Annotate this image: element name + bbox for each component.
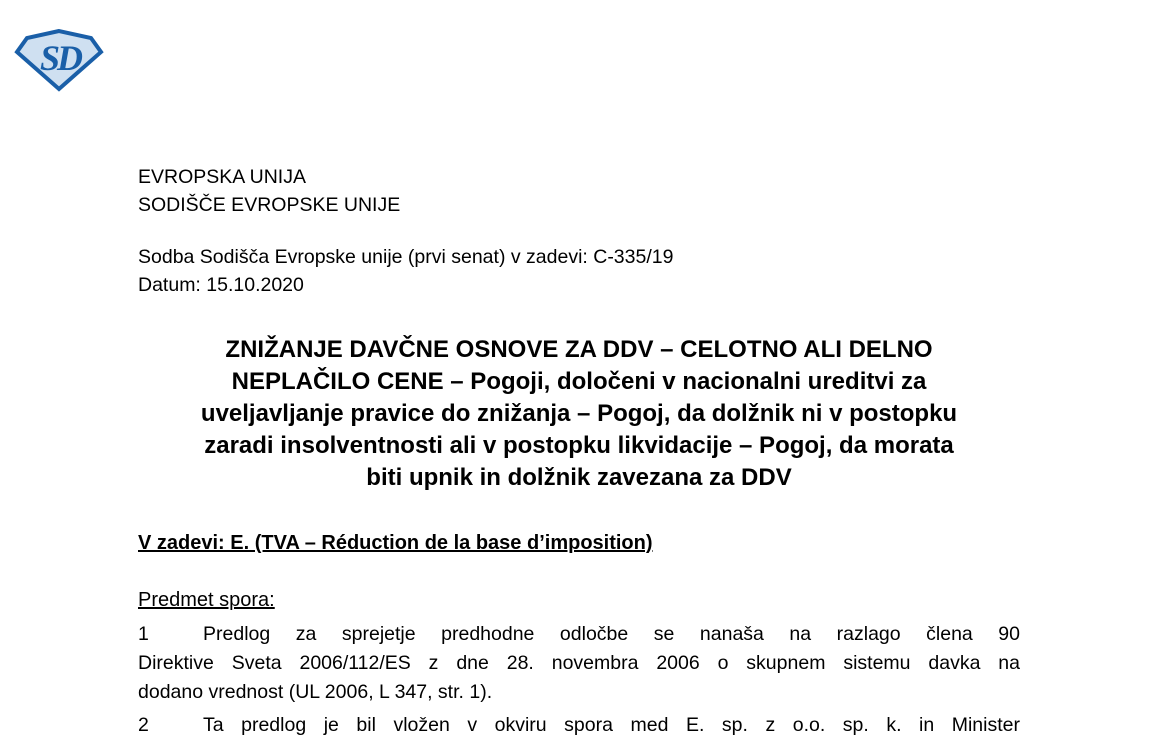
- sd-logo: [14, 28, 104, 92]
- institution-line-1: EVROPSKA UNIJA: [138, 166, 306, 188]
- section-heading: Predmet spora:: [138, 589, 275, 611]
- case-reference: V zadevi: E. (TVA – Réduction de la base d’imposition): [138, 532, 653, 554]
- paragraph-2: [138, 711, 1020, 740]
- sd-diamond-icon: [14, 28, 104, 92]
- paragraph-line: [138, 620, 1020, 649]
- case-info: [138, 243, 1020, 299]
- title-line: ZNIŽANJE DAVČNE OSNOVE ZA DDV – CELOTNO ALI DELNO: [225, 336, 933, 363]
- date-line: Datum: 15.10.2020: [138, 274, 304, 296]
- title-line: biti upnik in dolžnik zavezana za DDV: [366, 464, 792, 491]
- title-line: zaradi insolventnosti ali v postopku likvidacije – Pogoj, da morata: [204, 432, 954, 459]
- paragraph-number: 1: [138, 623, 149, 645]
- title-line: NEPLAČILO CENE – Pogoji, določeni v nacionalni ureditvi za: [231, 368, 927, 395]
- paragraph-text-line: Direktive Sveta 2006/112/ES z dne 28. novembra 2006 o skupnem sistemu davka na: [138, 652, 1020, 674]
- paragraph-line: [138, 711, 1020, 740]
- paragraph-number: 2: [138, 714, 149, 736]
- paragraph-text-line: Ta predlog je bil vložen v okviru spora med E. sp. z o.o. sp. k. in Minister: [203, 714, 1020, 736]
- paragraph-1: [138, 620, 1020, 707]
- paragraph-text-line: Predlog za sprejetje predhodne odločbe se nanaša na razlago člena 90: [203, 623, 1020, 645]
- paragraph-text-line: dodano vrednost (UL 2006, L 347, str. 1).: [138, 681, 493, 703]
- logo-letters: SD: [39, 38, 81, 78]
- judgment-line: Sodba Sodišča Evropske unije (prvi senat) v zadevi: C-335/19: [138, 246, 674, 268]
- title-line: uveljavljanje pravice do znižanja – Pogoj, da dolžnik ni v postopku: [200, 400, 958, 427]
- institution-line-2: SODIŠČE EVROPSKE UNIJE: [138, 194, 401, 216]
- document-title: [138, 334, 1020, 494]
- institution-header: [138, 163, 1020, 219]
